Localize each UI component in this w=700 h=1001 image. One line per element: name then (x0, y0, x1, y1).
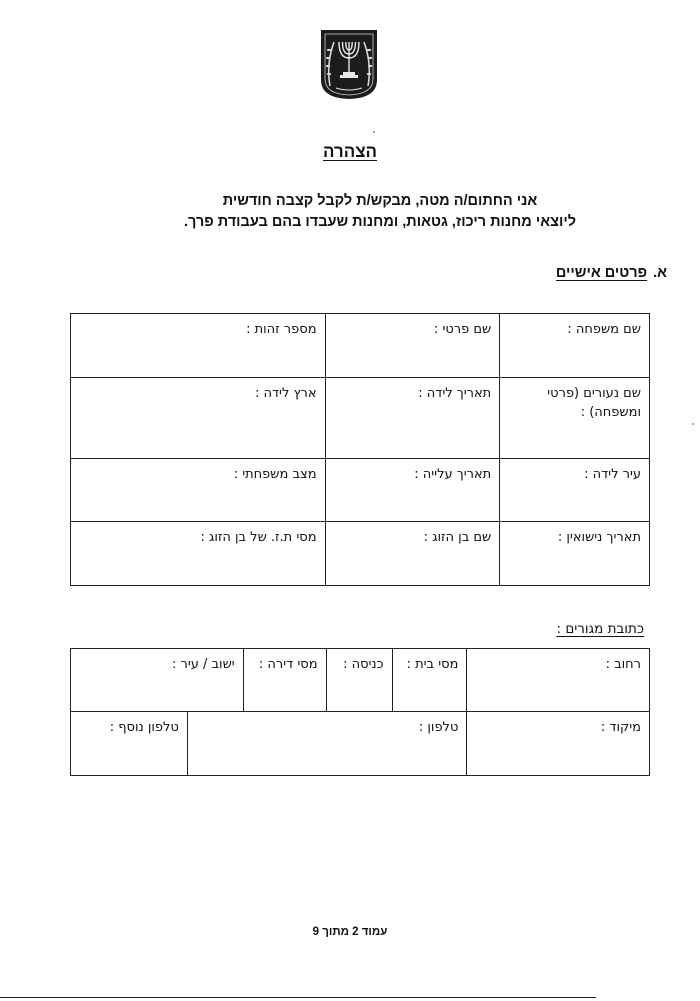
field-label: תאריך לידה : (418, 386, 492, 401)
field-label: ישוב / עיר : (171, 657, 235, 672)
table-row (71, 378, 650, 459)
marriage-date-field[interactable] (500, 522, 650, 586)
last-name-field[interactable] (500, 314, 650, 378)
field-label: מסי בית : (406, 657, 459, 672)
id-number-field[interactable] (71, 314, 326, 378)
table-row (71, 314, 650, 378)
apartment-number-field[interactable] (243, 649, 326, 712)
table-row (71, 649, 650, 712)
street-field[interactable] (467, 649, 650, 712)
field-label: תאריך נישואין : (557, 530, 641, 545)
table-row (71, 522, 650, 586)
section-a-label: פרטים אישיים (555, 265, 648, 281)
document-title: הצהרה (322, 142, 378, 161)
field-label: מיקוד : (600, 720, 641, 735)
city-field[interactable] (71, 649, 244, 712)
birth-country-field[interactable] (71, 378, 326, 459)
field-label: עיר לידה : (584, 467, 641, 482)
birth-city-field[interactable] (500, 459, 650, 522)
personal-details-table (70, 313, 650, 586)
marital-status-field[interactable] (71, 459, 326, 522)
field-label: שם בן הזוג : (423, 530, 492, 545)
field-label: תאריך עלייה : (414, 467, 492, 482)
first-name-field[interactable] (325, 314, 500, 378)
intro-line-2: ליוצאי מחנות ריכוז, גטאות, ומחנות שעבדו בהם בעבודת פרך. (183, 214, 576, 230)
phone-field[interactable] (187, 712, 467, 776)
table-row (71, 712, 650, 776)
maiden-name-field[interactable] (500, 378, 650, 459)
field-label: רחוב : (605, 657, 641, 672)
page-number: עמוד 2 מתוך 9 (312, 926, 388, 938)
immigration-date-field[interactable] (325, 459, 500, 522)
field-label: מסי ת.ז. של בן הזוג : (200, 530, 317, 545)
address-table (70, 648, 650, 776)
field-label: שם משפחה : (567, 322, 641, 337)
field-label: מספר זהות : (246, 322, 317, 337)
state-emblem-icon (318, 28, 380, 100)
declaration-intro (150, 191, 610, 233)
section-a-heading (556, 265, 667, 281)
field-label: מצב משפחתי : (233, 467, 317, 482)
intro-line-1: אני החתום/ה מטה, מבקש/ת לקבל קצבה חודשית (222, 193, 538, 209)
zip-code-field[interactable] (467, 712, 650, 776)
bottom-divider (0, 997, 596, 998)
spouse-id-field[interactable] (71, 522, 326, 586)
field-label: שם פרטי : (433, 322, 492, 337)
section-a-letter: א. (653, 265, 667, 281)
field-label: טלפון : (418, 720, 459, 735)
table-row (71, 459, 650, 522)
field-label: כניסה : (343, 657, 384, 672)
spouse-name-field[interactable] (325, 522, 500, 586)
field-label: מסי דירה : (258, 657, 318, 672)
field-label: שם נעורים (פרטי ומשפחה) : (547, 386, 641, 420)
address-heading: כתובת מגורים : (556, 621, 644, 637)
field-label: טלפון נוסף : (109, 720, 179, 735)
house-number-field[interactable] (392, 649, 467, 712)
additional-phone-field[interactable] (71, 712, 188, 776)
field-label: ארץ לידה : (254, 386, 317, 401)
birth-date-field[interactable] (325, 378, 500, 459)
entrance-field[interactable] (326, 649, 392, 712)
